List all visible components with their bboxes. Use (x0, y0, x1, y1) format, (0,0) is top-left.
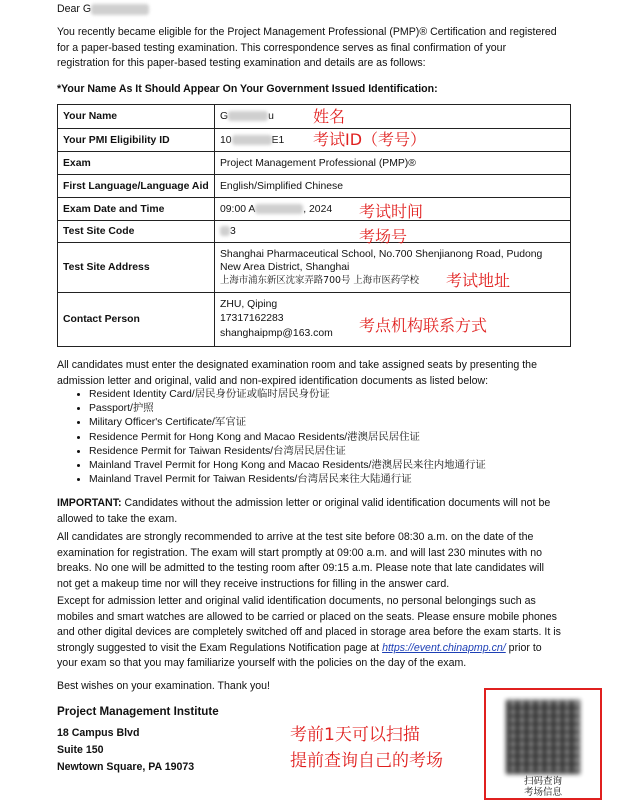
row-key: Your Name (58, 105, 215, 129)
qr-label-1: 扫码查询 (523, 776, 562, 787)
table-row (58, 293, 571, 347)
table-row (58, 221, 571, 243)
closing-line: Best wishes on your examination. Thank you! (57, 680, 270, 692)
list-item: • Military Officer's Certificate/军官证 (89, 416, 486, 430)
annotation-scan-1: 考前1天可以扫描 (290, 725, 420, 745)
list-item: • Passport/护照 (89, 402, 486, 416)
qr-code-icon[interactable] (506, 700, 580, 774)
row-value-date: 09:00 A , 2024 (215, 198, 571, 221)
salutation: Dear G (57, 2, 149, 18)
regulations-link[interactable]: https://event.chinapmp.cn/ (382, 641, 506, 654)
qr-label-2: 考场信息 (523, 787, 562, 798)
annotation-id: 考试ID（考号） (313, 130, 427, 149)
intro-paragraph: You recently became eligible for the Project Management Professional (PMP)® Certification and registered for a paper-based testing examination. This correspondence serves as final confirmation of your registration for this paper-based testing examination and details are as follows: (57, 26, 557, 70)
list-item: • Residence Permit for Taiwan Residents/台湾居民居住证 (89, 445, 486, 459)
annotation-scan-2: 提前查询自己的考场 (290, 751, 443, 771)
name-notice: *Your Name As It Should Appear On Your Government Issued Identification: (57, 83, 438, 95)
table-row (58, 152, 571, 175)
row-key: Exam (58, 152, 215, 175)
signature-address: 18 Campus Blvd Suite 150 Newtown Square, PA 19073 (57, 727, 195, 773)
redacted-value (232, 135, 272, 145)
row-key: First Language/Language Aid (58, 175, 215, 198)
redacted-value (255, 204, 303, 214)
row-value-contact: ZHU, Qiping 17317162283 shanghaipmp@163.com (215, 293, 571, 347)
row-value-name: G u (215, 105, 571, 129)
requirements-intro: All candidates must enter the designated examination room and take assigned seats by presenting the admission letter and original, valid and non-expired identification documents as listed below: (57, 359, 537, 387)
row-key: Your PMI Eligibility ID (58, 129, 215, 152)
row-key: Test Site Code (58, 221, 215, 243)
redacted-value (228, 111, 268, 121)
annotation-site-code: 考场号 (359, 227, 408, 246)
table-row (58, 175, 571, 198)
id-documents-list (72, 388, 486, 487)
annotation-address: 考试地址 (446, 271, 511, 290)
list-item: • Mainland Travel Permit for Taiwan Residents/台湾居民来往大陆通行证 (89, 473, 486, 487)
belongings-paragraph: Except for admission letter and original valid identification documents, no personal belongings such as mobiles and smart watches are allowed to be carried or placed on the seats. Please ensure mobile phones and other digital devices are completely switched off and placed in storage area before the exam starts. It is strongly suggested to visit the Exam Regulations Notification page at https://event.chinapmp.cn/ prior to your exam so that you may familiarize yourself with the policies on the day of the exam. (57, 595, 561, 670)
row-key: Test Site Address (58, 243, 215, 293)
row-key: Contact Person (58, 293, 215, 347)
row-value-site-code: 3 (215, 221, 571, 243)
annotation-name: 姓名 (313, 107, 346, 126)
table-row (58, 198, 571, 221)
arrival-paragraph: All candidates are strongly recommended to arrive at the test site before 08:30 a.m. on the date of the examination for registration. The exam will start promptly at 09:00 a.m. and will last 230 minutes with no breaks. No one will be admitted to the testing room after 09:15 a.m. Please note that late candidates will not get a makeup time nor will they receive instructions for filling in the answer card. (57, 531, 544, 590)
row-value-language: English/Simplified Chinese (215, 175, 571, 198)
row-value-id: 10 E1 (215, 129, 571, 152)
row-key: Exam Date and Time (58, 198, 215, 221)
qr-code-box (484, 688, 602, 800)
list-item: • Resident Identity Card/居民身份证或临时居民身份证 (89, 388, 486, 402)
important-notice: IMPORTANT: Candidates without the admission letter or original valid identification documents will not be allowed to take the exam. (57, 497, 551, 525)
annotation-contact: 考点机构联系方式 (359, 316, 488, 335)
list-item: • Mainland Travel Permit for Hong Kong and Macao Residents/港澳居民来往内地通行证 (89, 459, 486, 473)
annotation-time: 考试时间 (359, 202, 424, 221)
signature-org: Project Management Institute (57, 705, 219, 718)
row-value-exam: Project Management Professional (PMP)® (215, 152, 571, 175)
redacted-name (91, 4, 149, 15)
list-item: • Residence Permit for Hong Kong and Macao Residents/港澳居民居住证 (89, 431, 486, 445)
row-value-address: Shanghai Pharmaceutical School, No.700 Shenjianong Road, Pudong New Area District, Shanghai 上海市浦东新区沈家弄路700号 上海市医药学校 (215, 243, 571, 293)
redacted-value (220, 226, 230, 236)
